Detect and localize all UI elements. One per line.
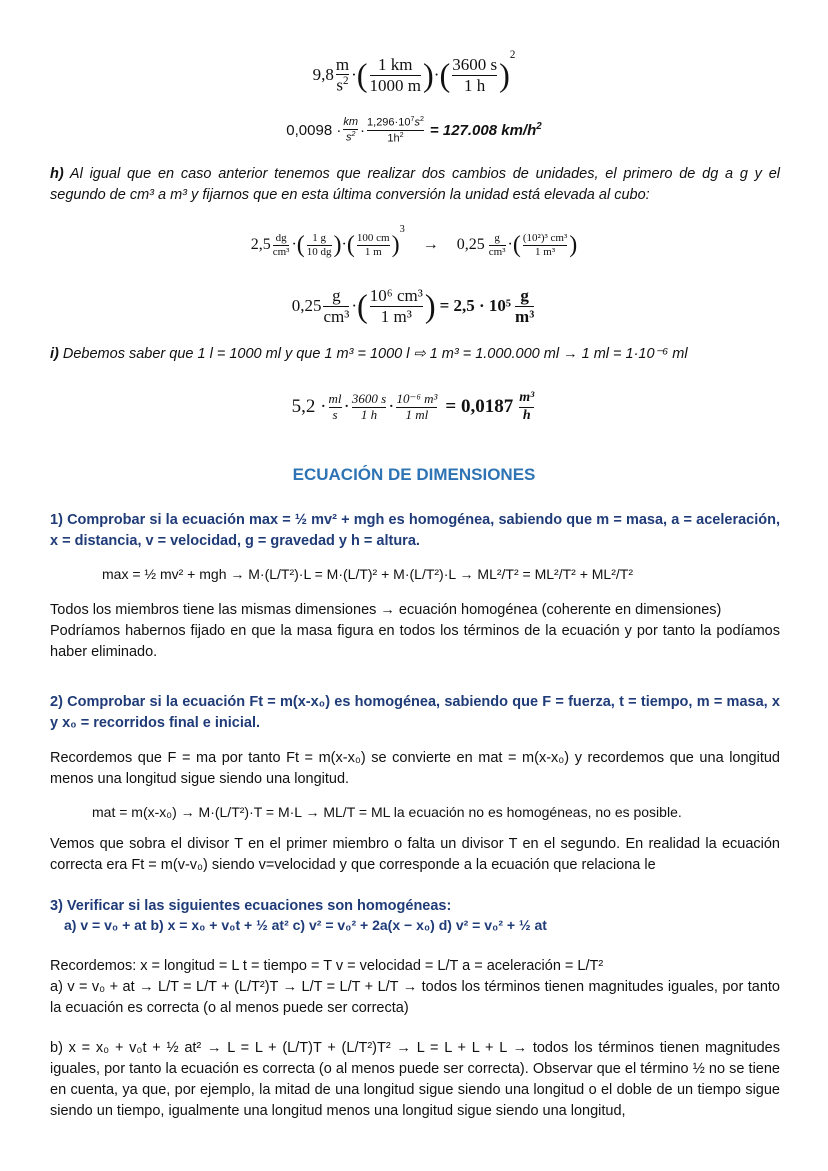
eq3-den-m: 1 m: [357, 245, 390, 259]
label-h: h): [50, 166, 64, 182]
eq5-coef: 5,2 ·: [291, 396, 327, 417]
eq5-den-ml: 1 ml: [396, 407, 437, 423]
eq2-den2: 1h: [387, 132, 400, 145]
eq4-unit-g: g: [520, 285, 529, 305]
eq5-unit-m3: m³: [519, 390, 535, 406]
eq3-num3: (10²)³ cm³: [522, 231, 568, 244]
eq3-num-g: 1 g: [312, 231, 327, 244]
eq3-arrow: →: [422, 236, 439, 253]
eq3-num-cm: 100 cm: [356, 231, 390, 244]
problem-1-heading: 1) Comprobar si la ecuación max = ½ mv² + mgh es homogénea, sabiendo que m = masa, a = aceleración, x = distancia, v = velocidad, g = gravedad y h = altura.: [50, 512, 780, 549]
eq4-den-cm3: cm³: [323, 306, 350, 326]
problem-2-heading: 2) Comprobar si la ecuación Ft = m(x-x₀) es homogénea, sabiendo que F = fuerza, t = tiempo, m = masa, x y x₀ = recorridos final e inicial.: [50, 694, 780, 731]
paragraph-i: [50, 344, 780, 365]
eq4-num-g: g: [332, 285, 341, 305]
eq5-den-h: 1 h: [352, 407, 386, 423]
eq5-num-m3: 10⁻⁶ m³: [396, 390, 438, 406]
eq3-num-dg: dg: [275, 231, 287, 244]
problem-1-equation: max = ½ mv² + mgh → M·(L/T²)·L = M·(L/T)² + M·(L/T²)·L → ML²/T² = ML²/T² + ML²/T²: [102, 566, 633, 582]
text-i: Debemos saber que 1 l = 1000 ml y que 1 m³ = 1000 l ⇨ 1 m³ = 1.000.000 ml → 1 ml = 1·10⁻⁶ ml: [62, 346, 688, 362]
eq5-unit-h: h: [519, 407, 534, 424]
label-i: i): [50, 346, 59, 362]
eq2-result-exp: 2: [536, 121, 542, 132]
eq2-den: s: [345, 131, 352, 144]
eq4-num: 10⁶ cm³: [369, 285, 423, 305]
problem-2-text-1: Recordemos que F = ma por tanto Ft = m(x-x₀) se convierte en mat = m(x-x₀) y recordemos que una longitud menos una longitud sigue siendo una longitud.: [50, 750, 780, 787]
eq4-coef: 0,25: [291, 296, 322, 315]
eq5-num-ml: ml: [328, 390, 342, 406]
eq3-num2-g: g: [494, 231, 500, 244]
problem-2-text-2: Vemos que sobra el divisor T en el primer miembro o falta un divisor T en el segundo. En realidad la ecuación correcta era Ft = m(v-v₀) siendo v=velocidad y que corresponde a la ecuación que relaciona le: [50, 836, 780, 873]
eq5-result: = 0,0187: [445, 396, 514, 417]
problem-1-text-2: Podríamos habernos fijado en que la masa figura en todos los términos de la ecuación y por tanto la podíamos haber eliminado.: [50, 623, 780, 660]
problem-3-heading: 3) Verificar si las siguientes ecuaciones son homogéneas:: [50, 898, 452, 914]
eq4-unit-m3: m³: [515, 306, 535, 326]
problem-1-text-1: Todos los miembros tiene las mismas dimensiones → ecuación homogénea (coherente en dimensiones): [50, 602, 722, 618]
equation-5: 5,2 · $\frac{ml}{s}$ · $\frac{3600 s}{1 h}$ · $\frac{\text{10⁻⁶ m³}}{1 ml}$ = 0,0187 $\frac{\text{m³}}{h}$: [291, 390, 535, 423]
eq2-result: = 127.008 km/h: [429, 122, 537, 139]
eq4-den: 1 m³: [370, 306, 423, 327]
eq1-exp: 2: [509, 49, 516, 61]
eq2-num2: 1,296·10: [367, 116, 411, 129]
eq3-coef2: 0,25: [456, 236, 485, 253]
equation-4: 0,25 $\frac{g}{\text{cm³}}$ · ( $\frac{\text{10⁶ cm³}}{\text{1 m³}}$ ) = 2,5 · 10⁵ $\frac{g}{\text{m³}}$: [291, 285, 535, 326]
eq1-coef: 9,8: [312, 65, 334, 84]
eq3-coef: 2,5: [250, 236, 271, 253]
problem-2-equation: mat = m(x-x₀) → M·(L/T²)·T = M·L → ML/T = ML la ecuación no es homogéneas, no es posible.: [92, 804, 682, 820]
problem-3-list: a) v = v₀ + at b) x = x₀ + v₀t + ½ at² c) v² = v₀² + 2a(x − x₀) d) v² = v₀² + ½ at: [64, 917, 547, 933]
eq1-den-m: 1000 m: [369, 75, 422, 95]
equation-1: 9,8 $\frac{m}{s^2}$ · ( $\frac{1 km}{1000 m}$ ) · ( $\frac{3600 s}{1 h}$ ) $^2$: [312, 49, 516, 95]
problem-3-b: b) x = x₀ + v₀t + ½ at² → L = L + (L/T)T + (L/T²)T² → L = L + L + L → todos los términos tienen magnitudes iguales, por tanto la ecuación es correcta (o al menos puede ser correcta). Observar que el término ½ no se tiene en cuenta, ya que, por ejemplo, la mitad de una longitud sigue siendo una longitud o el doble de un tiempo sigue siendo un tiempo, igualmente una longitud menos una longitud sigue siendo una longitud,: [50, 1040, 780, 1119]
text-h: Al igual que en caso anterior tenemos que realizar dos cambios de unidades, el primero de dg a g y el segundo de cm³ a m³ y fijarnos que en esta última conversión la unidad está elevada al cubo:: [50, 166, 780, 203]
eq4-result: = 2,5 · 10⁵: [439, 296, 512, 315]
eq1-num-m: m: [335, 54, 350, 74]
eq5-num-s: 3600 s: [351, 390, 387, 406]
eq3-den3: 1 m³: [523, 245, 567, 259]
eq2-coef: 0,0098 ·: [286, 121, 342, 139]
eq2-num2-exp: 7: [410, 115, 415, 124]
equation-3: 2,5 $\frac{dg}{\text{cm³}}$ · ( $\frac{1 g}{10 dg}$ ) · ( $\frac{100 cm}{1 m}$ ) $^3$ → 0,25 $\frac{g}{\text{cm³}}$ · ( $\frac{\text{(10²)³ cm³}}{\text{1 m³}}$ ): [250, 224, 578, 258]
eq1-num-km: 1 km: [378, 54, 413, 74]
eq3-den2-cm3: cm³: [488, 245, 506, 258]
equation-2: 0,0098 · $\frac{km}{s^2}$ · $\frac{1,296\cdot 10^7s^2}{1h^2}$ = 127.008 $km/h^2$: [286, 115, 542, 145]
eq2-num2-s: s: [414, 116, 420, 129]
eq5-den-s: s: [329, 407, 342, 423]
problem-3-recall: Recordemos: x = longitud = L t = tiempo = T v = velocidad = L/T a = aceleración = L/T²: [50, 958, 604, 974]
eq1-den-h: 1 h: [452, 75, 497, 96]
eq1-den-s: s: [336, 75, 344, 95]
eq1-num-s: 3600 s: [452, 54, 498, 74]
problem-3-a: a) v = v₀ + at → L/T = L/T + (L/T²)T → L/T = L/T + L/T → todos los términos tienen magnitudes iguales, por tanto la ecuación es correcta (o al menos puede ser correcta): [50, 979, 780, 1016]
paragraph-h: [50, 164, 780, 206]
eq3-den-cm3: cm³: [272, 245, 290, 258]
section-title: ECUACIÓN DE DIMENSIONES: [292, 465, 536, 484]
eq2-num: km: [343, 116, 359, 129]
eq3-den-dg: 10 dg: [306, 245, 332, 258]
